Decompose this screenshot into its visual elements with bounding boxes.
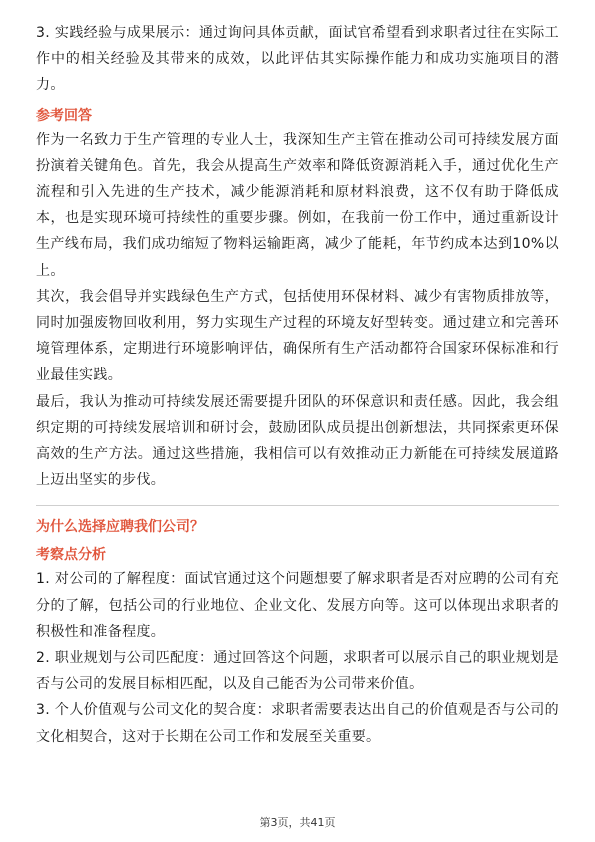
answer-paragraph-2: 其次，我会倡导并实践绿色生产方式，包括使用环保材料、减少有害物质排放等，同时加强废物回收利用，努力实现生产过程的环境友好型转变。通过建立和完善环境管理体系，定期进行环境影响评估，确保所有生产活动都符合国家环保标准和行业最佳实践。 (36, 288, 559, 384)
analysis-label: 考察点分析 (36, 547, 106, 564)
analysis-point-2: 2. 职业规划与公司匹配度：通过回答这个问题，求职者可以展示自己的职业规划是否与公司的发展目标相匹配，以及自己能否为公司带来价值。 (36, 650, 559, 693)
analysis-point-3: 3. 个人价值观与公司文化的契合度：求职者需要表达出自己的价值观是否与公司的文化相契合，这对于长期在公司工作和发展至关重要。 (36, 702, 559, 745)
answer-paragraph-1: 作为一名致力于生产管理的专业人士，我深知生产主管在推动公司可持续发展方面扮演着关键角色。首先，我会从提高生产效率和降低资源消耗入手，通过优化生产流程和引入先进的生产技术，减少能源消耗和原材料浪费，这不仅有助于降低成本，也是实现环境可持续性的重要步骤。例如，在我前一份工作中，通过重新设计生产线布局，我们成功缩短了物料运输距离，减少了能耗，年节约成本达到10%以上。 (36, 131, 559, 279)
reference-answer-label: 参考回答 (36, 107, 92, 124)
section-divider (36, 505, 559, 506)
page-indicator: 第3页，共41页 (259, 816, 336, 829)
answer-paragraph-3: 最后，我认为推动可持续发展还需要提升团队的环保意识和责任感。因此，我会组织定期的可持续发展培训和研讨会，鼓励团队成员提出创新想法，共同探索更环保高效的生产方法。通过这些措施，我相信可以有效推动正力新能在可持续发展道路上迈出坚实的步伐。 (36, 393, 559, 489)
assessment-point-3: 3. 实践经验与成果展示：通过询问具体贡献，面试官希望看到求职者过往在实际工作中的相关经验及其带来的成效，以此评估其实际操作能力和成功实施项目的潜力。 (36, 25, 559, 94)
analysis-point-1: 1. 对公司的了解程度：面试官通过这个问题想要了解求职者是否对应聘的公司有充分的了解，包括公司的行业地位、企业文化、发展方向等。这可以体现出求职者的积极性和准备程度。 (36, 571, 559, 640)
question-title: 为什么选择应聘我们公司？ (36, 519, 204, 536)
document-page (36, 20, 559, 750)
